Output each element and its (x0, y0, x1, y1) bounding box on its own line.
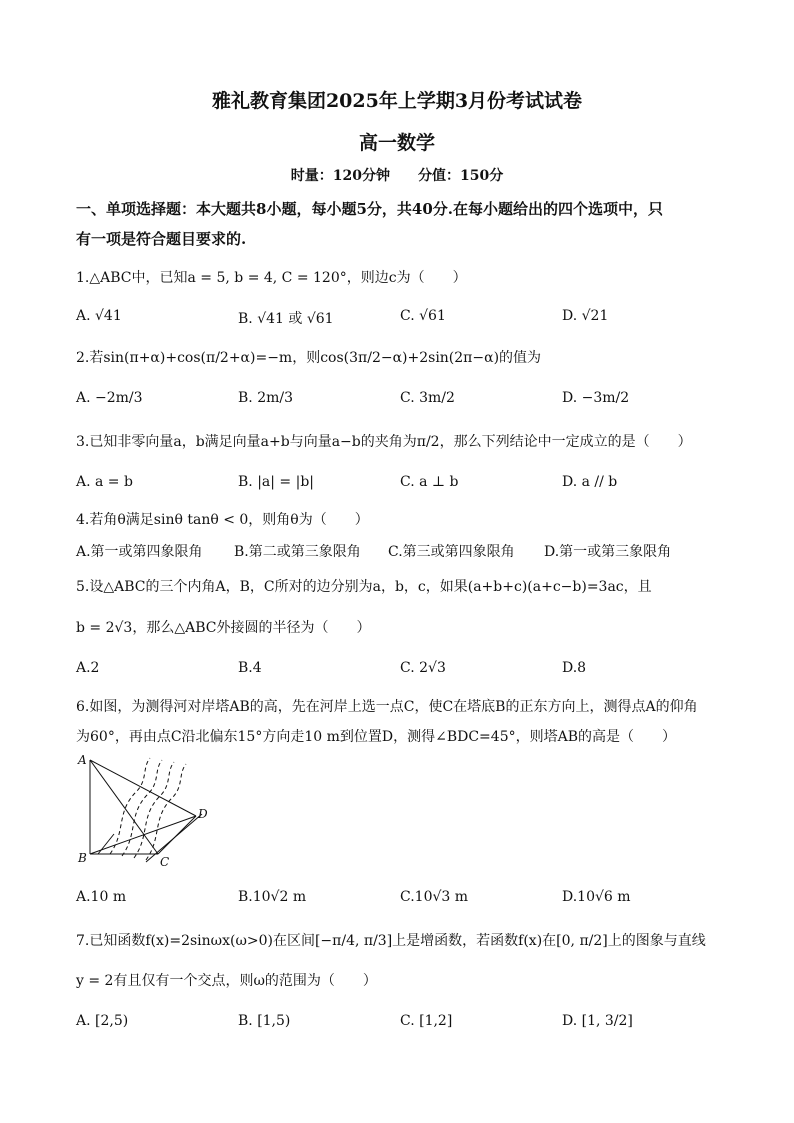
option-a: A. [2,5) (76, 1013, 129, 1029)
question-6-stem-line1: 6.如图，为测得河对岸塔AB的高，先在河岸上选一点C，使C在塔底B的正东方向上，测得点A的仰角 (76, 699, 698, 715)
exam-subject: 高一数学 (358, 132, 435, 154)
question-2-stem: 2.若sin(π+α)+cos(π/2+α)=−m，则cos(3π/2−α)+2sin(2π−α)的值为 (76, 350, 542, 366)
exam-meta (0, 165, 794, 185)
option-a: A. √41 (76, 308, 122, 324)
option-d: D. −3m/2 (562, 390, 630, 406)
option-a: A. a = b (76, 474, 133, 490)
option-d: D. √21 (562, 308, 609, 324)
exam-title: 雅礼教育集团2025年上学期3月份考试试卷 (211, 90, 583, 112)
option-b: B. 2m/3 (238, 390, 293, 406)
question-1-options (76, 308, 736, 328)
label-c: C (160, 855, 170, 869)
option-b: B. |a| = |b| (238, 474, 314, 490)
option-b: B.第二或第三象限角 (234, 544, 361, 560)
option-a: A. −2m/3 (76, 390, 143, 406)
option-b: B. √41 或 √61 (238, 311, 334, 327)
label-a: A (78, 753, 87, 767)
option-b: B. [1,5) (238, 1013, 291, 1029)
option-b: B.4 (238, 660, 262, 676)
option-a: A.10 m (76, 889, 127, 905)
option-c: C. 3m/2 (400, 390, 455, 406)
question-7-stem-line2: y = 2有且仅有一个交点，则ω的范围为（ ） (76, 973, 377, 989)
label-d: D (198, 807, 208, 821)
option-a: A.2 (76, 660, 100, 676)
question-3-stem: 3.已知非零向量a，b满足向量a+b与向量a−b的夹角为π/2，那么下列结论中一定成立的是（ ） (76, 434, 692, 450)
exam-score: 分值：150分 (418, 168, 504, 184)
option-d: D.8 (562, 660, 587, 676)
question-3-options (76, 474, 736, 494)
question-7-options (76, 1013, 736, 1033)
exam-time: 时量：120分钟 (290, 168, 390, 184)
option-b: B.10√2 m (238, 889, 307, 905)
question-5-options (76, 660, 736, 680)
river-bank-right (146, 814, 202, 862)
section-heading (76, 194, 726, 254)
line-ad (90, 760, 196, 816)
option-c: C. √61 (400, 308, 446, 324)
section-heading-line1: 一、单项选择题：本大题共8小题，每小题5分，共40分.在每小题给出的四个选项中，只 (76, 200, 663, 218)
question-6-stem-line2: 为60°，再由点C沿北偏东15°方向走10 m到位置D，测得∠BDC=45°，则塔AB的高是（ ） (76, 729, 677, 745)
option-d: D. [1, 3/2] (562, 1013, 633, 1029)
question-4-stem: 4.若角θ满足sinθ tanθ < 0，则角θ为（ ） (76, 512, 369, 528)
line-bd (90, 816, 196, 854)
tower-figure (76, 752, 226, 870)
question-5-stem-line1: 5.设△ABC的三个内角A，B，C所对的边分别为a，b，c，如果(a+b+c)(a+c−b)=3ac，且 (76, 579, 652, 595)
line-ac (90, 760, 158, 854)
option-d: D.10√6 m (562, 889, 631, 905)
option-c: C.第三或第四象限角 (388, 544, 515, 560)
option-d: D. a // b (562, 474, 618, 490)
river-dash-2 (122, 760, 162, 856)
question-4-options (76, 541, 736, 561)
option-c: C. [1,2] (400, 1013, 453, 1029)
question-5-stem-line2: b = 2√3，那么△ABC外接圆的半径为（ ） (76, 620, 371, 636)
option-c: C.10√3 m (400, 889, 469, 905)
question-2-options (76, 390, 736, 410)
section-heading-line2: 有一项是符合题目要求的. (76, 230, 247, 248)
option-a: A.第一或第四象限角 (76, 544, 203, 560)
question-6-options (76, 889, 736, 909)
option-c: C. a ⊥ b (400, 474, 459, 490)
question-7-stem-line1: 7.已知函数f(x)=2sinωx(ω>0)在区间[−π/4, π/3]上是增函数，若函数f(x)在[0, π/2]上的图象与直线 (76, 933, 706, 949)
option-c: C. 2√3 (400, 660, 446, 676)
option-d: D.第一或第三象限角 (544, 544, 672, 560)
question-1-stem: 1.△ABC中，已知a = 5, b = 4, C = 120°，则边c为（ ） (76, 270, 467, 286)
label-b: B (78, 851, 87, 865)
